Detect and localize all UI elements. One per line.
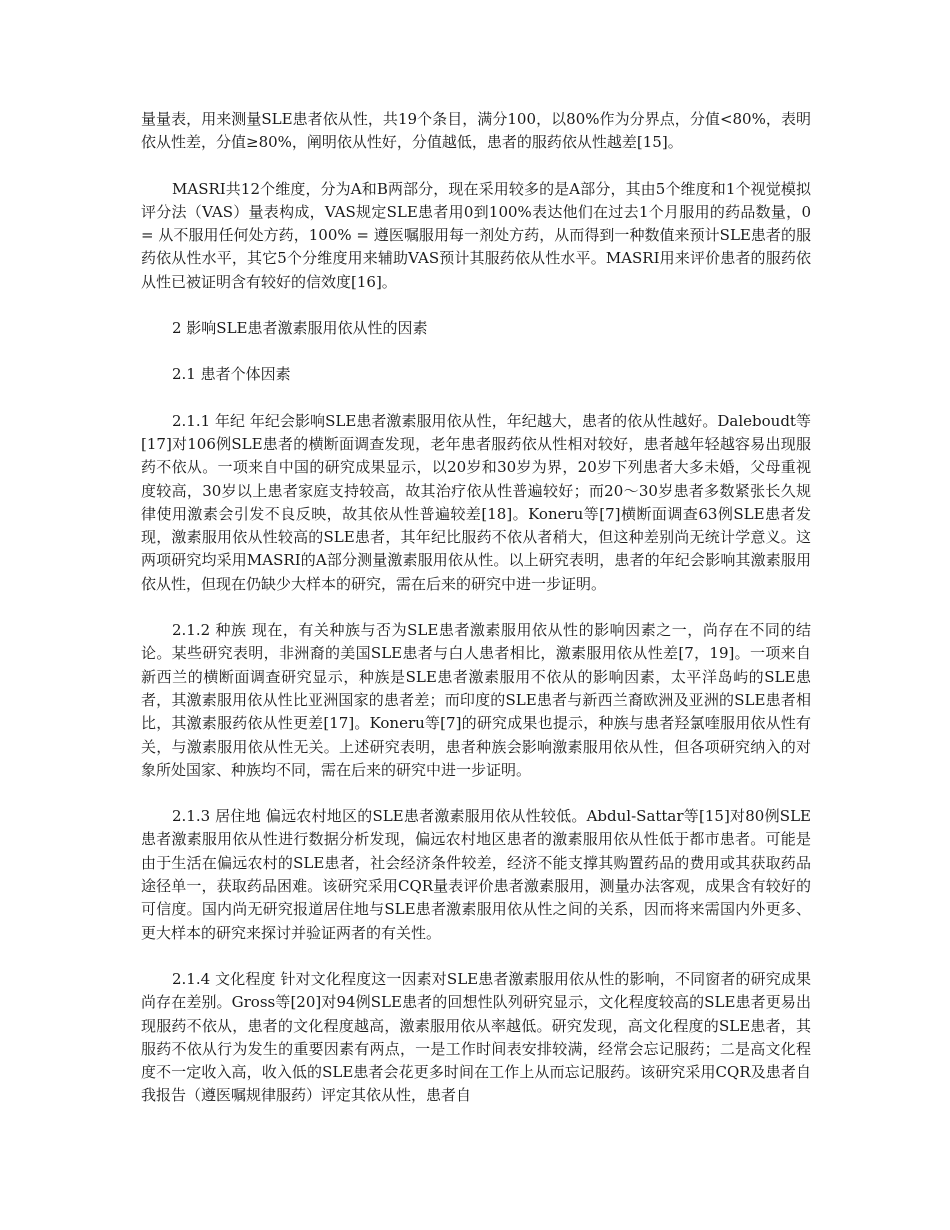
paragraph-masri: MASRI共12个维度，分为A和B两部分，现在采用较多的是A部分，其由5个维度和1个视觉模拟评分法（VAS）量表构成，VAS规定SLE患者用0到100%表达他们在过去1个月服用的药品数量，0 = 从不服用任何处方药，100% = 遵医嘱服用每一剂处方药，从而得到一种数值来预计SLE患者的服药依从性水平，其它5个分维度用来辅助VAS预计其服药依从性水平。MASRI用来评价患者的服药依从性已被证明含有较好的信效度[16]。 [141, 179, 811, 291]
paragraph-age: 2.1.1 年纪 年纪会影响SLE患者激素服用依从性，年纪越大，患者的依从性越好。Daleboudt等[17]对106例SLE患者的横断面调查发现，老年患者服药依从性相对较好，患者越年轻越容易出现服药不依从。一项来自中国的研究成果显示，以20岁和30岁为界，20岁下列患者大多未婚，父母重视度较高，30岁以上患者家庭支持较高，故其治疗依从性普遍较好；而20～30岁患者多数紧张长久规律使用激素会引发不良反映，故其依从性普遍较差[18]。Koneru等[7]横断面调查63例SLE患者发现，激素服用依从性较高的SLE患者，其年纪比服药不依从者稍大，但这种差别尚无统计学意义。这两项研究均采用MASRI的A部分测量激素服用依从性。以上研究表明，患者的年纪会影响其激素服用依从性，但现在仍缺少大样本的研究，需在后来的研究中进一步证明。 [141, 411, 811, 593]
paragraph-scale-description: 量量表，用来测量SLE患者依从性，共19个条目，满分100，以80%作为分界点，分值<80%，表明依从性差，分值≥80%，阐明依从性好，分值越低，患者的服药依从性越差[15]。 [141, 110, 811, 152]
paragraph-residence: 2.1.3 居住地 偏远农村地区的SLE患者激素服用依从性较低。Abdul-Sattar等[15]对80例SLE患者激素服用依从性进行数据分析发现，偏远农村地区患者的激素服用依从性低于都市患者。可能是由于生活在偏远农村的SLE患者，社会经济条件较差，经济不能支撑其购置药品的费用或其获取药品途径单一，获取药品困难。该研究采用CQR量表评价患者激素服用，测量办法客观，成果含有较好的可信度。国内尚无研究报道居住地与SLE患者激素服用依从性之间的关系，因而将来需国内外更多、更大样本的研究来探讨并验证两者的有关性。 [141, 807, 811, 942]
paragraph-race: 2.1.2 种族 现在，有关种族与否为SLE患者激素服用依从性的影响因素之一，尚存在不同的结论。某些研究表明，非洲裔的美国SLE患者与白人患者相比，激素服用依从性差[7，19]。一项来自新西兰的横断面调查研究显示，种族是SLE患者激素服用不依从的影响因素，太平洋岛屿的SLE患者，其激素服用依从性比亚洲国家的患者差；而印度的SLE患者与新西兰裔欧洲及亚洲的SLE患者相比，其激素服药依从性更差[17]。Koneru等[7]的研究成果也提示，种族与患者羟氯喹服用依从性有关，与激素服用依从性无关。上述研究表明，患者种族会影响激素服用依从性，但各项研究纳入的对象所处国家、种族均不同，需在后来的研究中进一步证明。 [141, 621, 811, 779]
paragraph-education: 2.1.4 文化程度 针对文化程度这一因素对SLE患者激素服用依从性的影响，不同窗者的研究成果尚存在差别。Gross等[20]对94例SLE患者的回想性队列研究显示，文化程度较高的SLE患者更易出现服药不依从，患者的文化程度越高，激素服用依从率越低。研究发现，高文化程度的SLE患者，其服药不依从行为发生的重要因素有两点，一是工作时间表安排较满，经常会忘记服药；二是高文化程度不一定收入高，收入低的SLE患者会花更多时间在工作上从而忘记服药。该研究采用CQR及患者自我报告（遵医嘱规律服药）评定其依从性，患者自 [141, 969, 811, 1105]
subsection-heading-individual: 2.1 患者个体因素 [172, 365, 291, 384]
section-heading-factors: 2 影响SLE患者激素服用依从性的因素 [172, 319, 428, 338]
document-body [141, 108, 811, 1131]
